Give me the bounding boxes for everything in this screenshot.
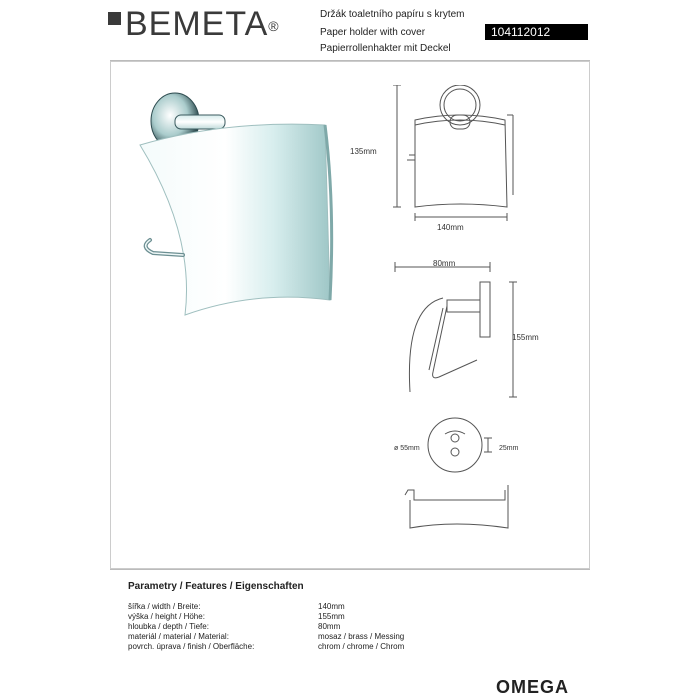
title-german: Papierrollenhakter mit Deckel: [320, 43, 451, 54]
param-value-depth: 80mm: [318, 622, 341, 631]
svg-text:25mm: 25mm: [499, 445, 519, 452]
base-offset-label: [499, 440, 539, 454]
param-value-width: 140mm: [318, 602, 345, 611]
param-label-width: šířka / width / Breite:: [128, 602, 201, 611]
model-name: OMEGA: [496, 677, 570, 697]
title-english: Paper holder with cover: [320, 27, 426, 38]
base-diameter-label: [394, 440, 434, 454]
parameters-divider: [110, 569, 590, 570]
product-photo: [125, 85, 335, 325]
base-view-drawing: [400, 410, 530, 540]
param-value-height: 155mm: [318, 612, 345, 621]
front-height-label: [350, 140, 394, 160]
param-value-finish: chrom / chrome / Chrom: [318, 642, 405, 651]
svg-text:ø 55mm: ø 55mm: [394, 445, 420, 452]
brand-logo: BEMETA®: [125, 5, 280, 43]
side-height-label: [512, 330, 556, 344]
side-depth-label: [433, 256, 473, 270]
front-width-label: [437, 220, 477, 234]
param-label-height: výška / height / Höhe:: [128, 612, 205, 621]
svg-text:80mm: 80mm: [433, 259, 456, 268]
param-label-material: materiál / material / Material:: [128, 632, 229, 641]
svg-text:155mm: 155mm: [512, 333, 539, 342]
svg-text:140mm: 140mm: [437, 223, 464, 232]
param-label-depth: hloubka / depth / Tiefe:: [128, 622, 209, 631]
logo-square-icon: [108, 12, 121, 25]
parameters-title: Parametry / Features / Eigenschaften: [128, 581, 304, 592]
svg-text:135mm: 135mm: [350, 147, 377, 156]
front-view-drawing: [385, 85, 535, 235]
product-code-badge: 104112012: [485, 24, 588, 40]
param-label-finish: povrch. úprava / finish / Oberfläche:: [128, 642, 255, 651]
title-czech: Držák toaletního papíru s krytem: [320, 9, 465, 20]
param-value-material: mosaz / brass / Messing: [318, 632, 405, 641]
